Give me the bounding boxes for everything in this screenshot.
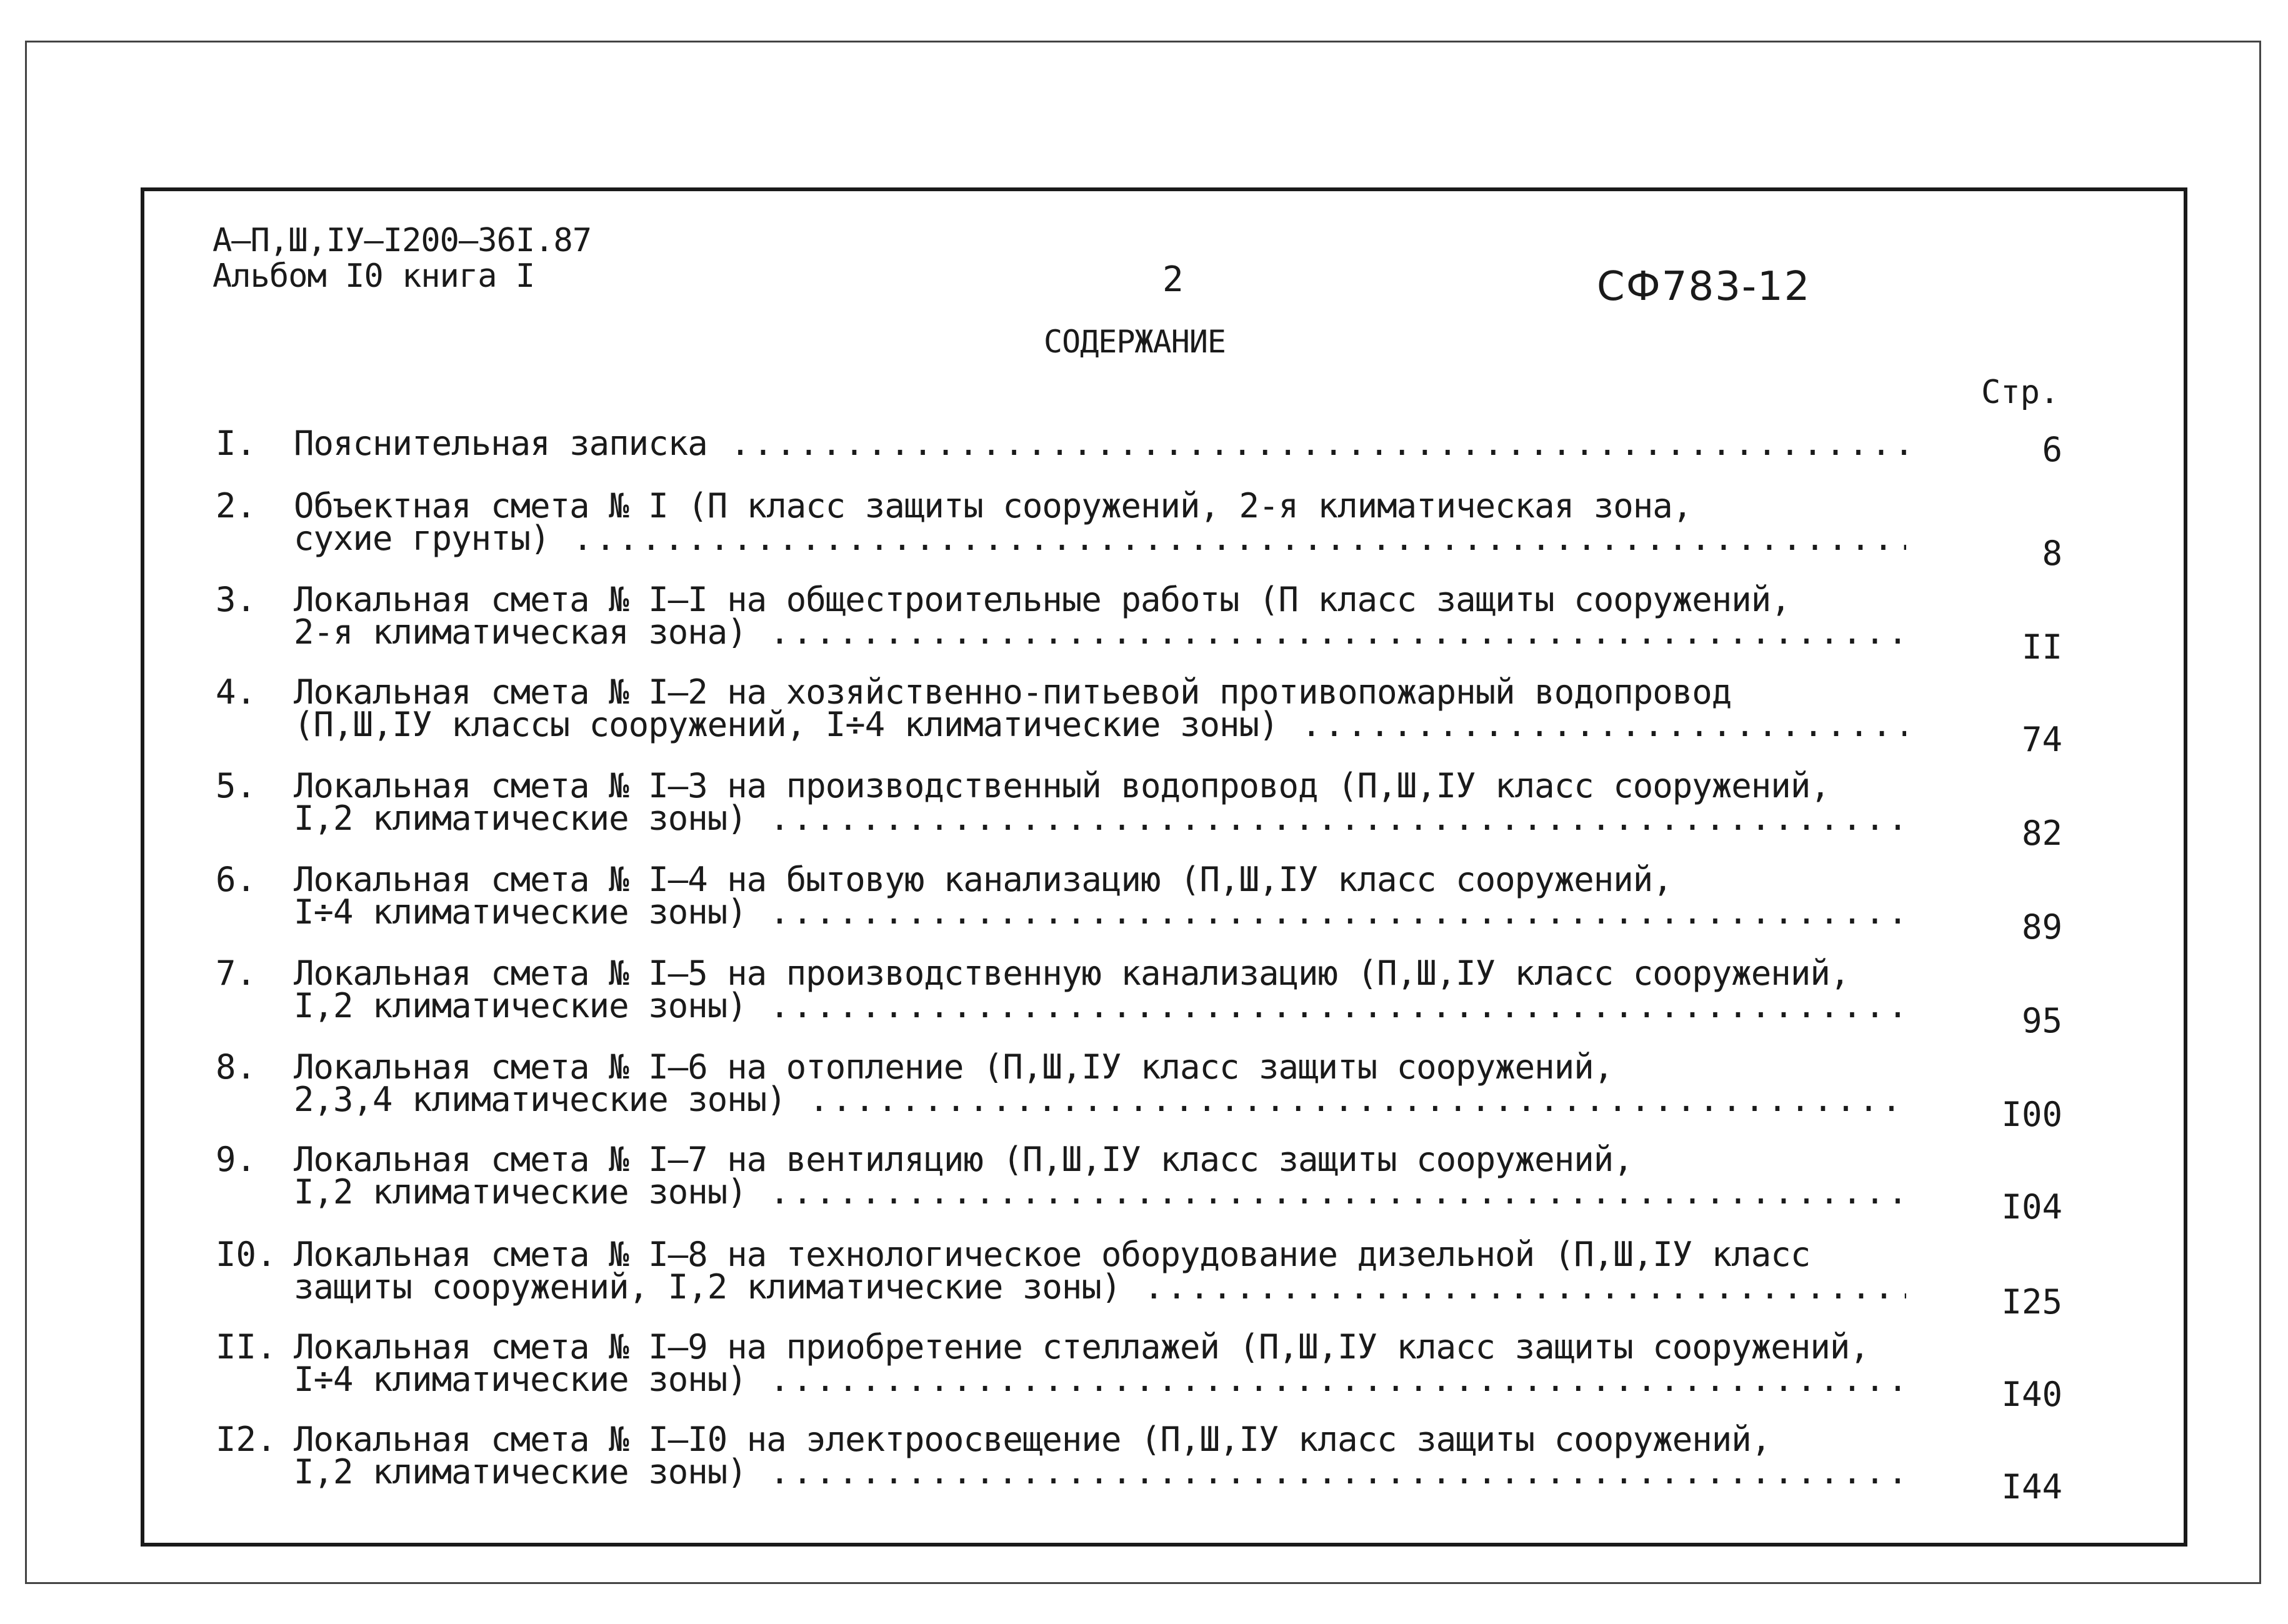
entry-text-line1: Локальная смета № I–I на общестроительные работы (П класс защиты сооружений, (294, 580, 1791, 619)
entry-number: I. (216, 424, 257, 463)
entry-page: 8 (2042, 534, 2062, 573)
entry-text-line1: Локальная смета № I–8 на технологическое оборудование дизельной (П,Ш,IУ класс (294, 1235, 1811, 1274)
entry-page: 89 (2021, 907, 2062, 947)
entry-text-line1: Локальная смета № I–4 на бытовую канализацию (П,Ш,IУ класс сооружений, (294, 860, 1672, 899)
entry-text-line2: I,2 климатические зоны) ..... (294, 1453, 1906, 1491)
entry-page: II (2021, 627, 2062, 667)
entry-page: I25 (2001, 1282, 2062, 1322)
toc-entry (0, 580, 2288, 667)
entry-number: 2. (216, 486, 257, 526)
entry-text-line2: I÷4 климатические зоны) ..... (294, 1361, 1906, 1398)
entry-number: I0. (216, 1235, 277, 1274)
entry-number: 9. (216, 1140, 257, 1179)
entry-number: 5. (216, 766, 257, 805)
toc-entry (0, 672, 2288, 759)
entry-number: I2. (216, 1420, 277, 1459)
entry-page: 95 (2021, 1001, 2062, 1040)
entry-text-line2: защиты сооружений, I,2 климатические зоны) ..... (294, 1268, 1906, 1306)
document-code: А–П,Ш,IУ–I200–36I.87 (212, 222, 592, 259)
entry-text-line1: Локальная смета № I–2 на хозяйственно-питьевой противопожарный водопровод (294, 672, 1732, 712)
entry-text-line1: Локальная смета № I–7 на вентиляцию (П,Ш,IУ класс защиты сооружений, (294, 1140, 1633, 1179)
toc-entry (0, 1047, 2288, 1134)
toc-entry (0, 1140, 2288, 1227)
entry-text-line1: Локальная смета № I–I0 на электроосвещение (П,Ш,IУ класс защиты сооружений, (294, 1420, 1771, 1459)
entry-text-line1: Локальная смета № I–3 на производственный водопровод (П,Ш,IУ класс сооружений, (294, 766, 1830, 805)
page-column-label: Стр. (1981, 374, 2060, 411)
entry-text: Пояснительная записка ..... (294, 425, 1906, 462)
entry-text-line2: 2-я климатическая зона) ..... (294, 614, 1906, 651)
entry-text-line1: Объектная смета № I (П класс защиты сооружений, 2-я климатическая зона, (294, 486, 1692, 526)
entry-page: I00 (2001, 1095, 2062, 1134)
toc-entry (0, 954, 2288, 1040)
entry-text-line2: I,2 климатические зоны) ..... (294, 800, 1906, 837)
entry-number: 3. (216, 580, 257, 619)
toc-entry (0, 1420, 2288, 1507)
entry-number: 6. (216, 860, 257, 899)
entry-text-line1: Локальная смета № I–9 на приобретение стеллажей (П,Ш,IУ класс защиты сооружений, (294, 1327, 1869, 1367)
toc-entry (0, 1235, 2288, 1322)
entry-text-line2: I,2 климатические зоны) ..... (294, 1173, 1906, 1211)
album-label: Альбом I0 книга I (212, 257, 535, 295)
page-number: 2 (1162, 259, 1184, 300)
entry-text-line1: Локальная смета № I–6 на отопление (П,Ш,IУ класс защиты сооружений, (294, 1047, 1614, 1087)
doc-stamp-code: СФ783-12 (1597, 264, 1811, 310)
entry-text-line1: Локальная смета № I–5 на производственную канализацию (П,Ш,IУ класс сооружений, (294, 954, 1850, 993)
toc-entry (0, 860, 2288, 947)
entry-text-line2: I÷4 климатические зоны) ..... (294, 894, 1906, 931)
toc-entry (0, 766, 2288, 853)
entry-number: 4. (216, 672, 257, 712)
entry-page: I44 (2001, 1467, 2062, 1507)
entry-page: I40 (2001, 1375, 2062, 1414)
page-title: СОДЕРЖАНИЕ (1044, 324, 1226, 360)
toc-entry (0, 486, 2288, 573)
toc-entry (0, 1327, 2288, 1414)
entry-page: 74 (2021, 720, 2062, 759)
entry-page: I04 (2001, 1187, 2062, 1227)
entry-text-line2: I,2 климатические зоны) ..... (294, 987, 1906, 1025)
entry-text-line2: (П,Ш,IУ классы сооружений, I÷4 климатические зоны) ..... (294, 706, 1906, 744)
entry-number: 8. (216, 1047, 257, 1087)
entry-page: 82 (2021, 814, 2062, 853)
entry-number: 7. (216, 954, 257, 993)
entry-text-line2: сухие грунты) ..... (294, 520, 1906, 557)
entry-page: 6 (2042, 430, 2062, 469)
entry-number: II. (216, 1327, 277, 1367)
entry-text-line2: 2,3,4 климатические зоны) ..... (294, 1081, 1906, 1118)
